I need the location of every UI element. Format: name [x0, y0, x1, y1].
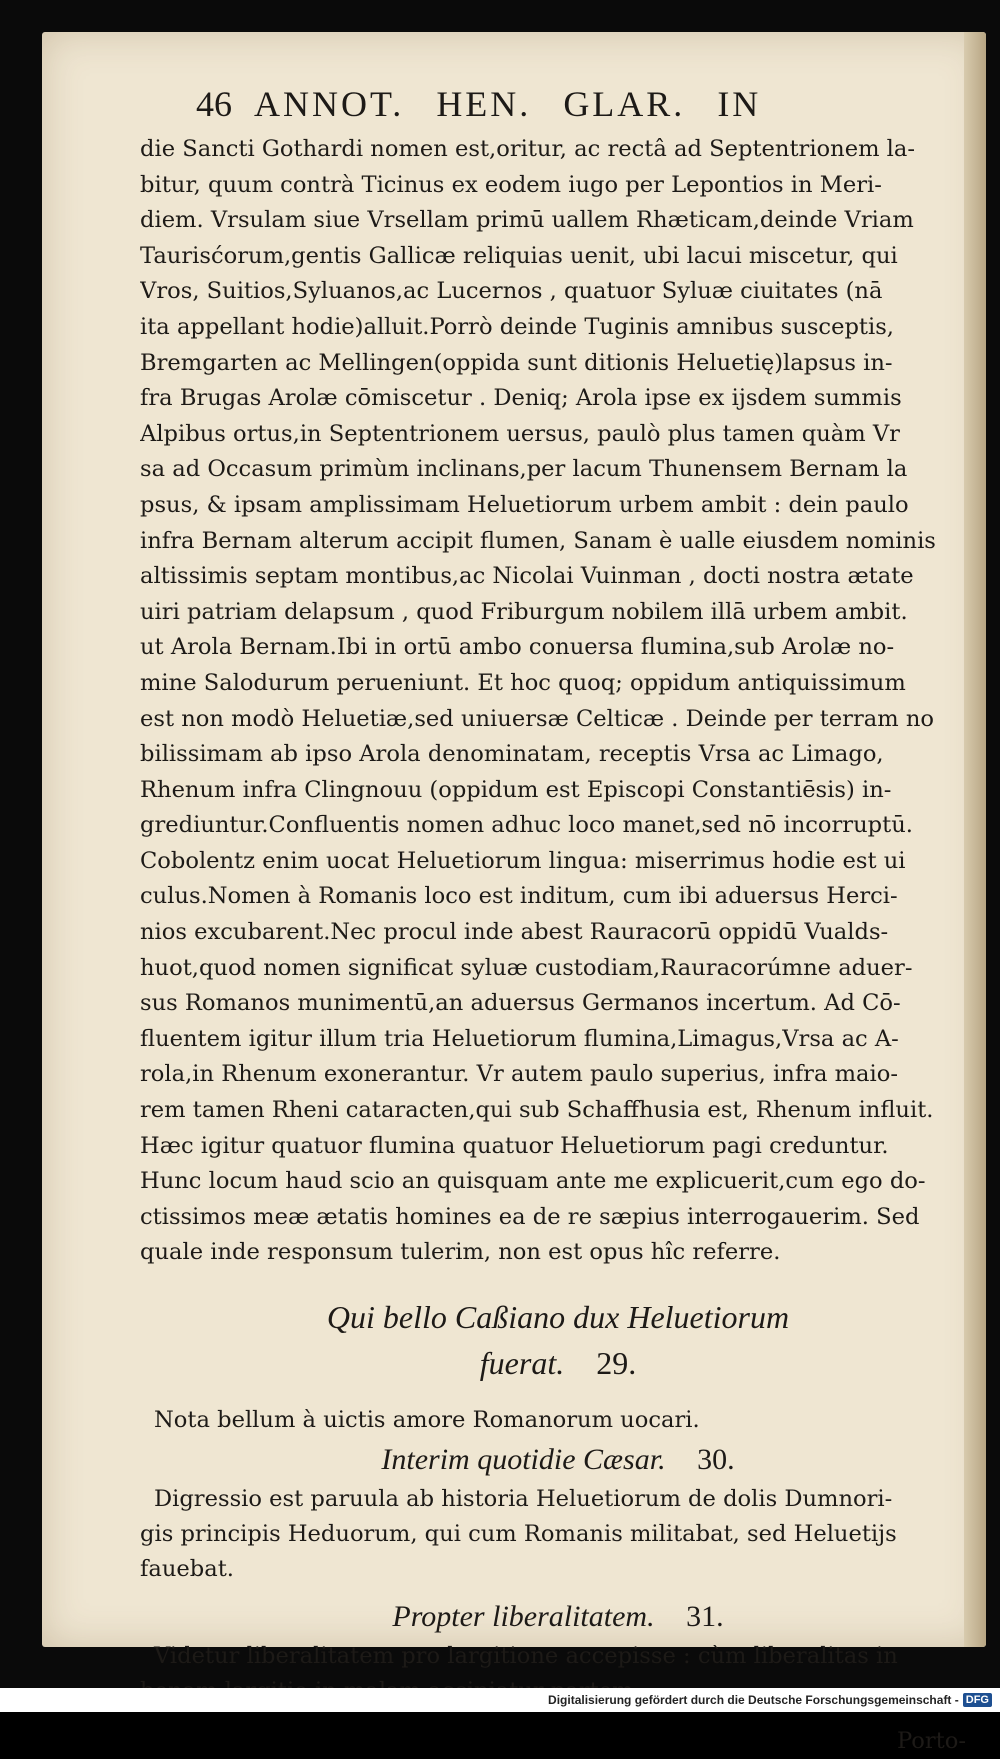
note-30 [140, 1482, 976, 1587]
text-line: rola,in Rhenum exonerantur. Vr autem paulo superius, infra maio- [140, 1061, 898, 1088]
text-line: Bremgarten ac Mellingen(oppida sunt ditionis Heluetię)lapsus in- [140, 349, 893, 376]
note-29 [140, 1403, 976, 1438]
lemma-heading-29 [140, 1293, 976, 1341]
text-line: uiri patriam delapsum , quod Friburgum nobilem illā urbem ambit. [140, 598, 908, 625]
text-line: ita appellant hodie)alluit.Porrò deinde Tuginis amnibus susceptis, [140, 313, 894, 340]
text-line: rem tamen Rheni cataracten,qui sub Schaffhusia est, Rhenum influit. [140, 1097, 934, 1124]
note-line: gis principis Heduorum, qui cum Romanis militabat, sed Heluetijs [140, 1521, 897, 1547]
note-number: 29. [596, 1345, 637, 1381]
note-line: fauebat. [140, 1556, 234, 1582]
page-number: 46 [196, 84, 232, 124]
text-line: est non modò Heluetiæ,sed uniuersæ Celticæ . Deinde per terram no [140, 705, 935, 732]
note-text: Nota bellum à uictis amore Romanorum uocari. [154, 1407, 700, 1433]
dfg-logo: DFG [963, 1693, 992, 1707]
lemma-heading-31 [140, 1595, 976, 1639]
running-head-word: ANNOT. [254, 84, 405, 124]
digitization-footer [0, 1688, 1000, 1712]
text-line: Cobolentz enim uocat Heluetiorum lingua: miserrimus hodie est ui [140, 847, 906, 874]
text-line: ctissimos meæ ætatis homines ea de re sæpius interrogauerim. Sed [140, 1203, 920, 1230]
text-line: Hunc locum haud scio an quisquam ante me explicuerit,cum ego do- [140, 1168, 926, 1195]
text-line: Taurisćorum,gentis Gallicæ reliquias uenit, ubi lacui miscetur, qui [140, 242, 898, 269]
text-line: bitur, quum contrà Ticinus ex eodem iugo per Lepontios in Meri- [140, 171, 882, 198]
text-line: fra Brugas Arolæ cōmiscetur . Deniq; Arola ipse ex ijsdem summis [140, 385, 902, 412]
lemma-text: Qui bello Caßiano dux Heluetiorum [326, 1299, 790, 1335]
text-column [140, 80, 976, 1759]
running-head [196, 80, 976, 132]
text-line: diem. Vrsulam siue Vrsellam primū uallem Rhæticam,deinde Vriam [140, 207, 914, 234]
note-line: Digressio est paruula ab historia Heluetiorum de dolis Dumnori- [154, 1486, 893, 1512]
lemma-text: fuerat. [479, 1345, 565, 1381]
running-head-word: HEN. [436, 84, 532, 124]
text-line: Alpibus ortus,in Septentrionem uersus, paulò plus tamen quàm Vr [140, 420, 900, 447]
text-line: huot,quod nomen significat syluæ custodiam,Rauracorúmne aduer- [140, 954, 913, 981]
text-line: sus Romanos munimentū,an aduersus Germanos incertum. Ad Cō- [140, 990, 901, 1017]
text-line: Vros, Suitios,Syluanos,ac Lucernos , quatuor Syluæ ciuitates (nā [140, 278, 883, 305]
text-line: grediuntur.Confluentis nomen adhuc loco manet,sed nō incorruptū. [140, 812, 913, 839]
lemma-text: Interim quotidie Cæsar. [381, 1443, 666, 1476]
text-line: Rhenum infra Clingnouu (oppidum est Episcopi Constantiēsis) in- [140, 776, 892, 803]
text-line: altissimis septam montibus,ac Nicolai Vuinman , docti nostra ætate [140, 563, 914, 590]
catchword: Porto- [896, 1728, 966, 1754]
lemma-heading-30 [140, 1438, 976, 1482]
text-line: psus, & ipsam amplissimam Heluetiorum urbem ambit : dein paulo [140, 491, 909, 518]
running-head-word: GLAR. [563, 84, 686, 124]
text-line: culus.Nomen à Romanis loco est inditum, cum ibi aduersus Herci- [140, 883, 898, 910]
note-line: Videtur liberalitatem pro largitione accepisse : cùm liberalitas in [154, 1643, 898, 1669]
text-line: die Sancti Gothardi nomen est,oritur, ac rectâ ad Septentrionem la- [140, 136, 916, 162]
note-number: 31. [686, 1600, 724, 1633]
text-line: bilissimam ab ipso Arola denominatam, receptis Vrsa ac Limago, [140, 741, 884, 768]
text-line: quale inde responsum tulerim, non est opus hîc referre. [140, 1239, 781, 1266]
text-line: nios excubarent.Nec procul inde abest Rauracorū oppidū Vualds- [140, 919, 889, 946]
lemma-text: Propter liberalitatem. [392, 1600, 655, 1633]
text-line: ut Arola Bernam.Ibi in ortū ambo conuersa flumina,sub Arolæ no- [140, 634, 895, 661]
text-line: sa ad Occasum primùm inclinans,per lacum Thunensem Bernam la [140, 456, 908, 483]
running-head-word: IN [717, 84, 762, 124]
note-number: 30. [697, 1443, 735, 1476]
text-line: fluentem igitur illum tria Heluetiorum flumina,Limagus,Vrsa ac A- [140, 1025, 899, 1052]
footer-credit-text: Digitalisierung gefördert durch die Deutsche Forschungsgemeinschaft - [548, 1693, 959, 1707]
text-line: mine Salodurum perueniunt. Et hoc quoq; oppidum antiquissimum [140, 669, 906, 696]
text-line: Hæc igitur quatuor flumina quatuor Heluetiorum pagi creduntur. [140, 1132, 889, 1159]
lemma-heading-29-continued [140, 1341, 976, 1385]
main-paragraph [140, 132, 976, 1271]
text-line: infra Bernam alterum accipit flumen, Sanam è ualle eiusdem nominis [140, 527, 936, 554]
